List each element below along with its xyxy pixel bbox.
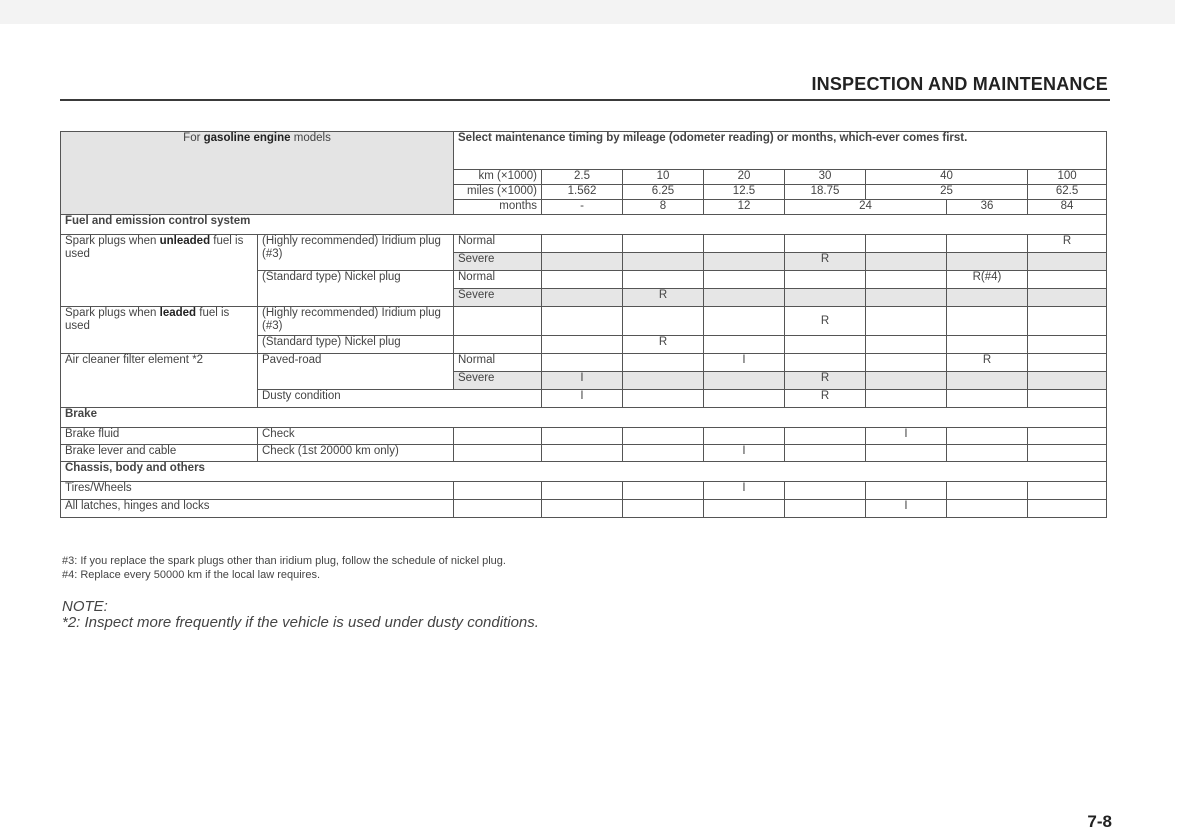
- mark-i: I: [866, 500, 947, 518]
- section-title: INSPECTION AND MAINTENANCE: [811, 74, 1108, 94]
- model-prefix: For: [183, 132, 204, 144]
- mark-r: R: [623, 289, 704, 307]
- months-value: 8: [623, 200, 704, 215]
- km-value: 40: [866, 170, 1028, 185]
- mark-i: I: [704, 482, 785, 500]
- months-value: 12: [704, 200, 785, 215]
- item-tires: Tires/Wheels: [61, 482, 454, 500]
- months-value: -: [542, 200, 623, 215]
- mark-r: R: [947, 354, 1028, 372]
- condition-severe: Severe: [454, 289, 542, 307]
- title-rule: [60, 99, 1110, 101]
- iridium-plug-label: (Highly recommended) Iridium plug (#3): [258, 235, 454, 271]
- months-value: 36: [947, 200, 1028, 215]
- model-heading: [61, 132, 454, 215]
- months-value: 24: [785, 200, 947, 215]
- page-number: 7-8: [1087, 812, 1112, 831]
- miles-value: 6.25: [623, 185, 704, 200]
- miles-value: 1.562: [542, 185, 623, 200]
- mark-i: I: [542, 390, 623, 408]
- mark-r: R: [785, 390, 866, 408]
- mark-r: R: [785, 253, 866, 271]
- mark-r: R: [785, 372, 866, 390]
- miles-value: 18.75: [785, 185, 866, 200]
- paved-road-label: Paved-road: [258, 354, 454, 390]
- brake-fluid-action: Check: [258, 428, 454, 445]
- footnote-4: #4: Replace every 50000 km if the local law requires.: [62, 569, 321, 581]
- miles-value: 12.5: [704, 185, 785, 200]
- iridium-plug-label: (Highly recommended) Iridium plug (#3): [258, 307, 454, 336]
- item-air-cleaner: Air cleaner filter element *2: [61, 354, 258, 408]
- mark-r4: R(#4): [947, 271, 1028, 289]
- km-value: 2.5: [542, 170, 623, 185]
- maintenance-schedule-table: [60, 131, 1107, 518]
- nickel-plug-label: (Standard type) Nickel plug: [258, 271, 454, 307]
- item-spark-unleaded: Spark plugs when unleaded fuel is used: [61, 235, 258, 307]
- footnote-3: #3: If you replace the spark plugs other than iridium plug, follow the schedule of nickel plug.: [62, 555, 506, 567]
- mark-r: R: [1028, 235, 1107, 253]
- condition-normal: Normal: [454, 235, 542, 253]
- km-value: 100: [1028, 170, 1107, 185]
- months-label: months: [454, 200, 542, 215]
- condition-severe: Severe: [454, 253, 542, 271]
- mark-i: I: [704, 445, 785, 462]
- months-value: 84: [1028, 200, 1107, 215]
- mark-i: I: [866, 428, 947, 445]
- miles-label: miles (×1000): [454, 185, 542, 200]
- condition-normal: Normal: [454, 271, 542, 289]
- miles-value: 62.5: [1028, 185, 1107, 200]
- section-chassis: Chassis, body and others: [61, 462, 1107, 482]
- note-title: NOTE:: [62, 598, 108, 615]
- km-value: 20: [704, 170, 785, 185]
- condition-normal: Normal: [454, 354, 542, 372]
- item-brake-fluid: Brake fluid: [61, 428, 258, 445]
- section-fuel: Fuel and emission control system: [61, 215, 1107, 235]
- model-bold: gasoline engine: [203, 132, 291, 144]
- brake-lever-action: Check (1st 20000 km only): [258, 445, 454, 462]
- mark-r: R: [785, 307, 866, 336]
- section-brake: Brake: [61, 408, 1107, 428]
- mark-i: I: [704, 354, 785, 372]
- dusty-condition-label: Dusty condition: [258, 390, 542, 408]
- item-latches: All latches, hinges and locks: [61, 500, 454, 518]
- model-suffix: models: [290, 132, 331, 144]
- timing-heading: Select maintenance timing by mileage (odometer reading) or months, which-ever comes first.: [454, 132, 1107, 170]
- km-value: 10: [623, 170, 704, 185]
- km-value: 30: [785, 170, 866, 185]
- mark-r: R: [623, 336, 704, 354]
- mark-i: I: [542, 372, 623, 390]
- km-label: km (×1000): [454, 170, 542, 185]
- miles-value: 25: [866, 185, 1028, 200]
- nickel-plug-label: (Standard type) Nickel plug: [258, 336, 454, 354]
- top-band: [0, 0, 1175, 24]
- item-spark-leaded: Spark plugs when leaded fuel is used: [61, 307, 258, 354]
- item-brake-lever: Brake lever and cable: [61, 445, 258, 462]
- note-text: *2: Inspect more frequently if the vehicle is used under dusty conditions.: [62, 614, 539, 631]
- condition-severe: Severe: [454, 372, 542, 390]
